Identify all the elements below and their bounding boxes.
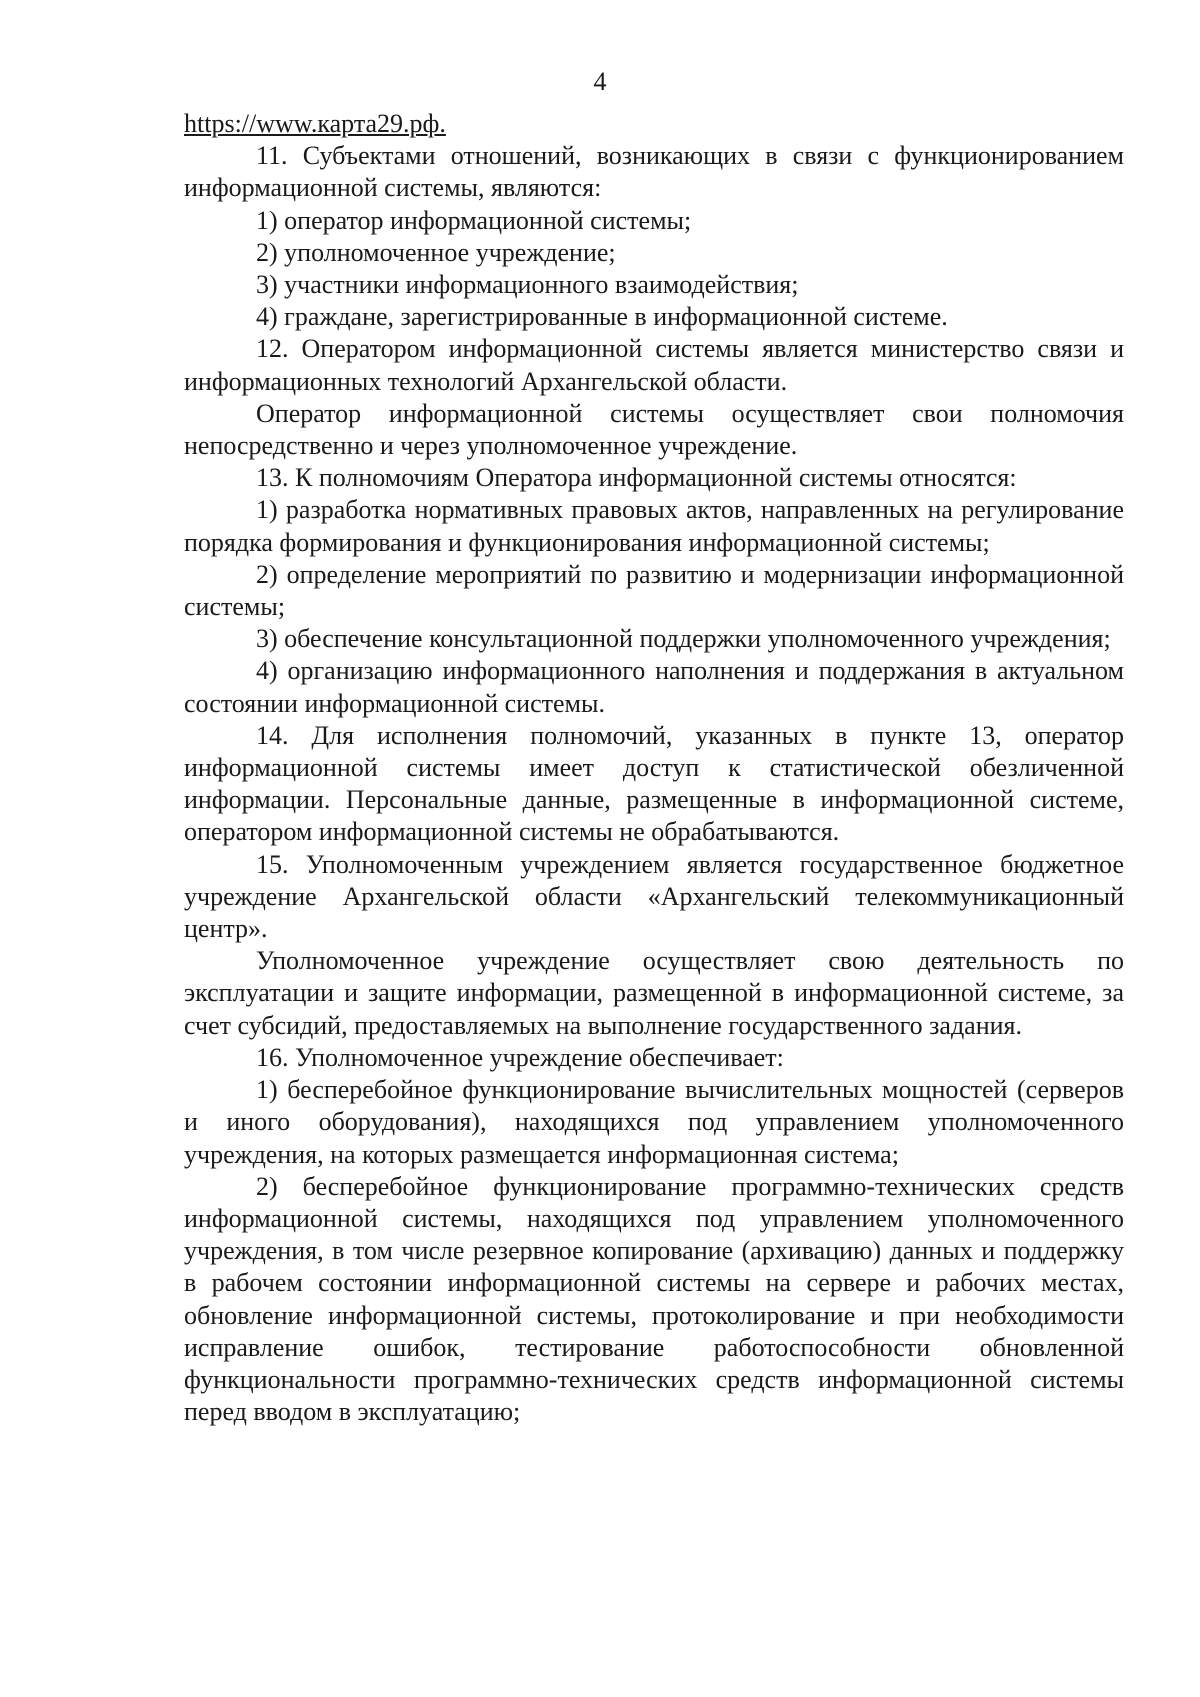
paragraph: 13. К полномочиям Оператора информационной системы относятся:	[256, 463, 1017, 493]
paragraph: 3) участники информационного взаимодействия;	[256, 270, 799, 300]
paragraph: 2) уполномоченное учреждение;	[256, 237, 616, 267]
paragraph: 1) бесперебойное функционирование вычислительных мощностей (серверов и иного оборудования), находящихся под управлением уполномоченного учреждения, на которых размещается информационная система;	[184, 1075, 1124, 1169]
paragraph: Уполномоченное учреждение осуществляет свою деятельность по эксплуатации и защите информации, размещенной в информационной системе, за счет субсидий, предоставляемых на выполнение государственного задания.	[184, 946, 1124, 1040]
document-body	[184, 108, 1124, 1428]
paragraph: 12. Оператором информационной системы является министерство связи и информационных технологий Архангельской области.	[184, 334, 1124, 396]
paragraph: 2) бесперебойное функционирование программно-технических средств информационной системы, находящихся под управлением уполномоченного учреждения, в том числе резервное копирование (архивацию) данных и поддержку в рабочем состоянии информационной системы на сервере и рабочих местах, обновление информационной системы, протоколирование и при необходимости исправление ошибок, тестирование работоспособности обновленной функциональности программно-технических средств информационной системы перед вводом в эксплуатацию;	[184, 1171, 1124, 1427]
paragraph: 15. Уполномоченным учреждением является государственное бюджетное учреждение Архангельской области «Архангельский телекоммуникационный центр».	[184, 849, 1124, 944]
paragraph: 4) организацию информационного наполнения и поддержания в актуальном состоянии информационной системы.	[184, 656, 1124, 718]
paragraph: 16. Уполномоченное учреждение обеспечивает:	[256, 1042, 784, 1072]
paragraph: 1) оператор информационной системы;	[256, 205, 692, 235]
paragraph: 1) разработка нормативных правовых актов, направленных на регулирование порядка формирования и функционирования информационной системы;	[184, 495, 1124, 557]
paragraph: 2) определение мероприятий по развитию и модернизации информационной системы;	[184, 559, 1124, 622]
paragraph: 14. Для исполнения полномочий, указанных в пункте 13, оператор информационной системы имеет доступ к статистической обезличенной информации. Персональные данные, размещенные в информационной системе, оператором информационной системы не обрабатываются.	[184, 720, 1124, 847]
paragraph: 4) граждане, зарегистрированные в информационной системе.	[256, 302, 948, 332]
page-number: 4	[593, 67, 607, 96]
paragraph: Оператор информационной системы осуществляет свои полномочия непосредственно и через уполномоченное учреждение.	[184, 398, 1124, 461]
paragraph	[184, 108, 1124, 140]
paragraph: 11. Субъектами отношений, возникающих в связи с функционированием информационной системы, являются:	[184, 141, 1124, 203]
website-link[interactable]: https://www.карта29.рф.	[184, 109, 446, 138]
paragraph: 3) обеспечение консультационной поддержки уполномоченного учреждения;	[256, 624, 1111, 654]
